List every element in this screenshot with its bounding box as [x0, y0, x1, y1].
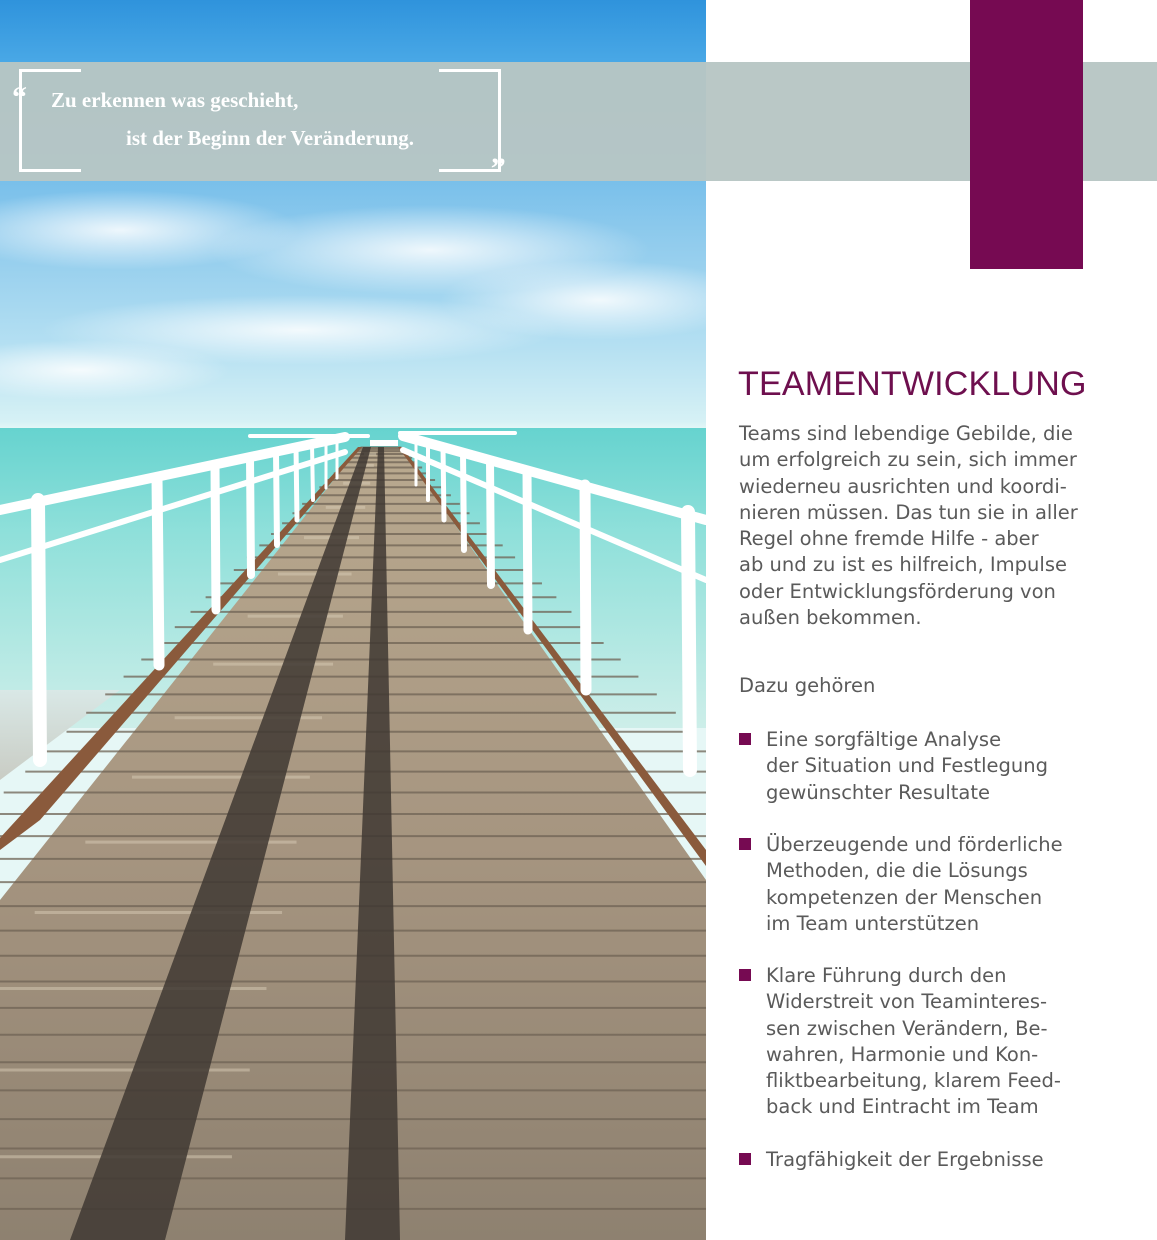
close-quote-mark: „: [491, 137, 506, 170]
section-body: [739, 421, 1109, 631]
list-item-line: gewünschter Resultate: [766, 780, 990, 804]
list-item-line: Widerstreit von Teaminteres-: [766, 990, 1048, 1014]
list-item-line: Klare Führung durch den: [766, 964, 1007, 987]
list-item-line: der Situation und Festlegung: [766, 754, 1049, 778]
body-line: außen bekommen.: [739, 606, 922, 630]
bullet-square-icon: [739, 733, 751, 745]
list-item-line: Tragfähigkeit der Ergebnisse: [766, 1148, 1044, 1171]
body-line: nieren müssen. Das tun sie in aller: [739, 500, 1078, 524]
quote-line-1: Zu erkennen was geschieht,: [51, 88, 299, 112]
body-line: Teams sind lebendige Gebilde, die: [739, 422, 1073, 445]
list-item-line: Überzeugende und förderliche: [766, 833, 1063, 856]
list-item-line: fliktbearbeitung, klarem Feed-: [766, 1069, 1061, 1093]
list-item-line: sen zwischen Verändern, Be-: [766, 1016, 1048, 1040]
body-line: ab und zu ist es hilfreich, Impulse: [739, 553, 1067, 577]
list-item-line: wahren, Harmonie und Kon-: [766, 1042, 1039, 1066]
list-item-line: back und Eintracht im Team: [766, 1095, 1039, 1119]
list-item-line: Eine sorgfältige Analyse: [766, 728, 1002, 751]
quote-line-2: ist der Beginn der Veränderung.: [126, 126, 415, 150]
body-line: oder Entwicklungsförderung von: [739, 579, 1056, 603]
accent-bar: [970, 0, 1083, 269]
body-line: Regel ohne fremde Hilfe - aber: [739, 527, 1039, 551]
bullet-square-icon: [739, 838, 751, 850]
list-item-line: Methoden, die die Lösungs: [766, 859, 1028, 883]
list-item-line: kompetenzen der Menschen: [766, 885, 1043, 909]
list-intro: Dazu gehören: [739, 674, 876, 697]
body-line: um erfolgreich zu sein, sich immer: [739, 448, 1077, 472]
bullet-square-icon: [739, 969, 751, 981]
list-item-line: im Team unterstützen: [766, 911, 980, 935]
open-quote-mark: “: [12, 81, 27, 114]
body-line: wiederneu ausrichten und koordi-: [739, 474, 1067, 498]
quote-bracket-left: [19, 69, 81, 172]
section-heading: TEAMENTWICKLUNG: [738, 365, 1087, 403]
bullet-square-icon: [739, 1153, 751, 1165]
